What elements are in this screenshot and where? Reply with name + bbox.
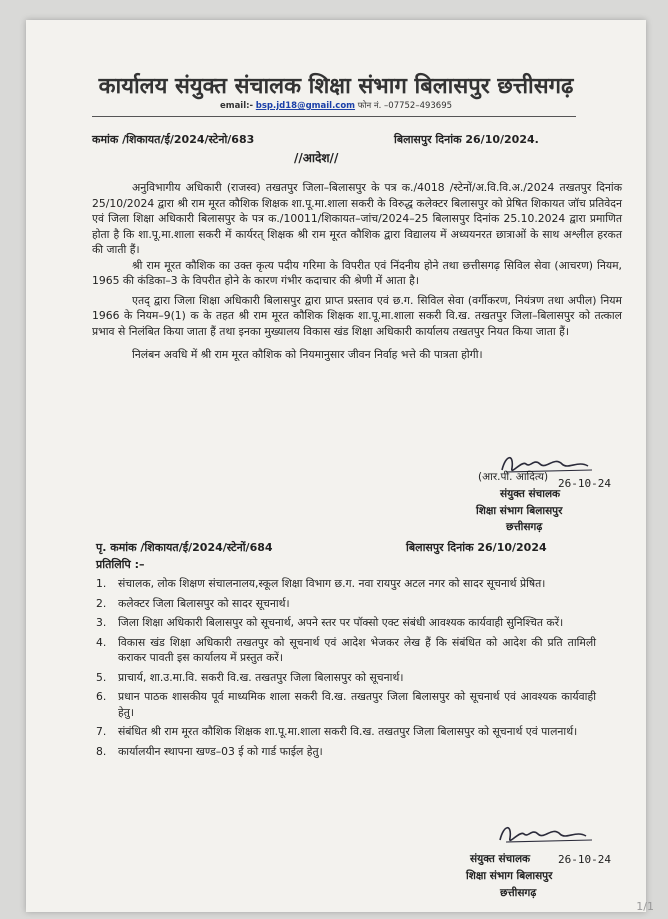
office-title: कार्यालय संयुक्त संचालक शिक्षा संभाग बिलासपुर छत्तीसगढ़ <box>98 74 574 99</box>
list-item: 7. संबंधित श्री राम मूरत कौशिक शिक्षक शा.पू.मा.शाला सकरी वि.ख. तखतपुर जिला बिलासपुर को सूचनार्थ एवं पालनार्थ। <box>96 725 578 738</box>
signatory-name: (आर.पी. आदित्य) <box>478 471 549 483</box>
order-date: बिलासपुर दिनांक 26/10/2024. <box>394 133 539 146</box>
copy-reference: पृ. कमांक /शिकायत/ई/2024/स्टेनों/684 <box>96 541 273 554</box>
order-heading: //आदेश// <box>294 151 339 165</box>
list-item: 6. प्रधान पाठक शासकीय पूर्व माध्यमिक शाला सकरी वि.ख. तखतपुर जिला बिलासपुर को सूचनार्थ एवं आवश्यक कार्यवाही हेतु। <box>96 690 596 719</box>
list-item: 2. कलेक्टर जिला बिलासपुर को सादर सूचनार्थ। <box>96 596 290 610</box>
list-item: 5. प्राचार्य, शा.उ.मा.वि. सकरी वि.ख. तखतपुर जिला बिलासपुर को सूचनार्थ। <box>96 670 404 684</box>
handwritten-signature-icon <box>494 820 604 850</box>
order-body <box>92 180 622 363</box>
signatory-designation: संयुक्त संचालक <box>500 488 561 500</box>
list-item: 3. जिला शिक्षा अधिकारी बिलासपुर को सूचनार्थ, अपने स्तर पर पॉक्सो एक्ट संबंधी आवश्यक कार्यवाही सुनिश्चित करें। <box>96 616 564 629</box>
signatory-office: शिक्षा संभाग बिलासपुर <box>476 505 563 517</box>
page-indicator: 1/1 <box>636 900 654 913</box>
list-item: 4. विकास खंड शिक्षा अधिकारी तखतपुर को सूचनार्थ एवं आदेश भेजकर लेख हैं कि संबंधित को आदेश की प्रति तामिली कराकर पावती इस कार्यालय में प्रस्तुत करें। <box>96 635 596 664</box>
paragraph-1: अनुविभागीय अधिकारी (राजस्व) तखतपुर जिला–बिलासपुर के पत्र क./4018 /स्टेनों/अ.वि.वि.अ./2024 तखतपुर दिनांक 25/10/2024 द्वारा श्री राम मूरत कौशिक शिक्षक शा.पू.मा.शाला सकरी के विरुद्ध कलेक्टर बिलासपुर को प्रेषित शिकायत जॉच प्रतिवेदन एवं जिला शिक्षा अधिकारी बिलासपुर के पत्र क./10011/शिकायत–जांच/2024–25 बिलासपुर दिनांक 25.10.2024 द्वारा प्रमाणित होता है कि शा.पू.मा.शाला सकरी में कार्यरत् शिक्षक श्री राम मूरत कौशिक द्वारा विद्यालय में अध्ययनरत छात्राओं के साथ अश्लील हरकत की जाती हैं। <box>92 181 622 256</box>
header-divider <box>92 116 576 117</box>
copy-date: बिलासपुर दिनांक 26/10/2024 <box>406 541 547 554</box>
list-item: 8. कार्यालयीन स्थापना खण्ड–03 ई को गार्ड फाईल हेतु। <box>96 744 323 758</box>
email-link[interactable]: bsp.jd18@gmail.com <box>255 101 356 111</box>
email-label: email:- <box>219 101 254 111</box>
paragraph-4: निलंबन अवधि में श्री राम मूरत कौशिक को नियमानुसार जीवन निर्वाह भत्ते की पात्रता होगी। <box>132 348 483 361</box>
signatory-2-state: छत्तीसगढ़ <box>500 887 537 899</box>
copy-label: प्रतिलिपि :– <box>96 558 145 571</box>
signatory-2-designation: संयुक्त संचालक <box>470 853 531 865</box>
list-item: 1. संचालक, लोक शिक्षण संचालनालय,स्कूल शिक्षा विभाग छ.ग. नवा रायपुर अटल नगर को सादर सूचनार्थ प्रेषित। <box>96 577 546 590</box>
signature-2-date: 26-10-24 <box>558 853 611 866</box>
copy-recipient-list <box>96 576 596 763</box>
order-reference: कमांक /शिकायत/ई/2024/स्टेनो/683 <box>92 133 255 146</box>
paragraph-2: श्री राम मूरत कौशिक का उक्त कृत्य पदीय गरिमा के विपरीत एवं निंदनीय होने तथा छत्तीसगढ़ सिविल सेवा (आचरण) नियम, 1965 की कंडिका–3 के विपरीत होने के कारण गंभीर कदाचार की श्रेणी में आता है। <box>92 258 622 287</box>
phone-number: फोन नं. –07752–493695 <box>357 101 453 111</box>
signatory-2-office: शिक्षा संभाग बिलासपुर <box>466 870 553 882</box>
signature-1-date: 26-10-24 <box>558 477 611 490</box>
signatory-state: छत्तीसगढ़ <box>506 521 543 533</box>
document-page <box>26 20 646 912</box>
signature-2-image <box>494 820 604 850</box>
paragraph-3: एतद् द्वारा जिला शिक्षा अधिकारी बिलासपुर द्वारा प्राप्त प्रस्ताव एवं छ.ग. सिविल सेवा (वर्गीकरण, नियंत्रण तथा अपील) नियम 1966 के नियम–9(1) क के तहत श्री राम मूरत कौशिक शिक्षक शा.पू.मा.शाला सकरी वि.ख. तखतपुर जिला–बिलासपुर को तत्काल प्रभाव से निलंबित किया जाता हैं तथा इनका मुख्यालय विकास खंड शिक्षा अधिकारी कार्यालय तखतपुर नियत किया जाता हैं। <box>92 293 622 338</box>
contact-line <box>26 100 646 111</box>
